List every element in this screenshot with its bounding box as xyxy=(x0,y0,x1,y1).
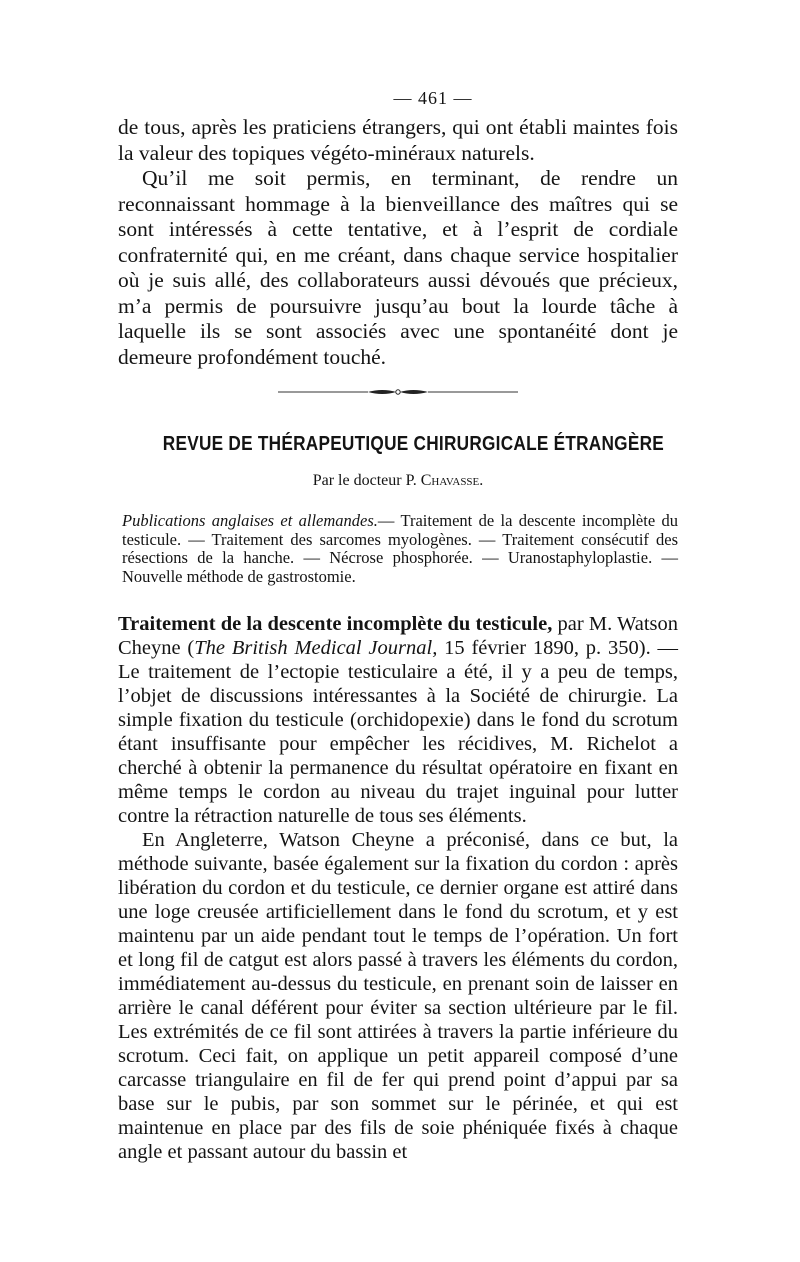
article-body xyxy=(118,612,678,1164)
article-title: REVUE DE THÉRAPEUTIQUE CHIRURGICALE ÉTRANGÈRE xyxy=(162,432,665,455)
page-number: — 461 — xyxy=(393,88,473,108)
summary-text: — Traitement de la descente incomplète du testicule. — Traitement des sarcomes myologènes. — Traitement consécutif des résections de la hanche. — Nécrose phosphorée. — Uranostaphyloplastie. — Nouvelle méthode de gastrostomie. xyxy=(122,511,678,586)
author-name: Chavasse. xyxy=(420,472,484,489)
summary-label: Publications anglaises et allemandes. xyxy=(122,511,378,530)
section-author: par M. Watson Cheyne ( xyxy=(118,613,679,659)
byline xyxy=(118,472,678,490)
citation: 15 février 1890, p. 350). xyxy=(444,637,651,659)
summary xyxy=(118,512,678,586)
intro-text xyxy=(118,115,678,370)
body-paragraph-1 xyxy=(118,612,678,828)
intro-paragraph-1: de tous, après les praticiens étrangers, qui ont établi maintes fois la valeur des topiques végéto-minéraux naturels. xyxy=(118,115,678,165)
section-divider-ornament xyxy=(278,386,518,398)
book-page xyxy=(118,88,678,1164)
body-paragraph-1-text: — Le traitement de l’ectopie testiculaire a été, il y a peu de temps, l’objet de discussions intéressantes à la Société de chirurgie. La simple fixation du testicule (orchidopexie) dans le fond du scrotum étant insuffisante pour empêcher les récidives, M. Richelot a cherché à obtenir la permanence du résultat opératoire en fixant en même temps le cordon au niveau du trajet inguinal pour lutter contre la rétraction naturelle de tous ses éléments. xyxy=(118,637,679,827)
body-paragraph-2: En Angleterre, Watson Cheyne a préconisé, dans ce but, la méthode suivante, basée également sur la fixation du cordon : après libération du cordon et du testicule, ce dernier organe est attiré dans une loge creusée artificiellement dans le fond du scrotum, et y est maintenu par un aide pendant tout le temps de l’opération. Un fort et long fil de catgut est alors passé à travers les éléments du cordon, immédiatement au-dessus du testicule, en prenant soin de laisser en arrière le canal déférent pour éviter sa section ultérieure par le fil. Les extrémités de ce fil sont attirées à travers la partie inférieure du scrotum. Ceci fait, on applique un petit appareil composé d’une carcasse triangulaire en fil de fer qui prend point d’appui par sa base sur le pubis, par son sommet sur le périnée, et qui est maintenue en place par des fils de soie phéniquée fixés à chaque angle et passant autour du bassin et xyxy=(118,829,678,1163)
intro-paragraph-2: Qu’il me soit permis, en terminant, de rendre un reconnaissant hommage à la bienveillance des maîtres qui se sont intéressés à cette tentative, et à l’esprit de cordiale confraternité qui, en me créant, dans chaque service hospitalier où je suis allé, des collaborateurs aussi dévoués que précieux, m’a permis de poursuivre jusqu’au bout la lourde tâche à laquelle ils se sont associés avec une spontanéité dont je demeure profondément touché. xyxy=(118,166,678,369)
byline-prefix: Par le docteur P. xyxy=(312,472,417,489)
journal-name: The British Medical Journal, xyxy=(194,637,438,659)
section-title: Traitement de la descente incomplète du testicule, xyxy=(118,613,553,635)
